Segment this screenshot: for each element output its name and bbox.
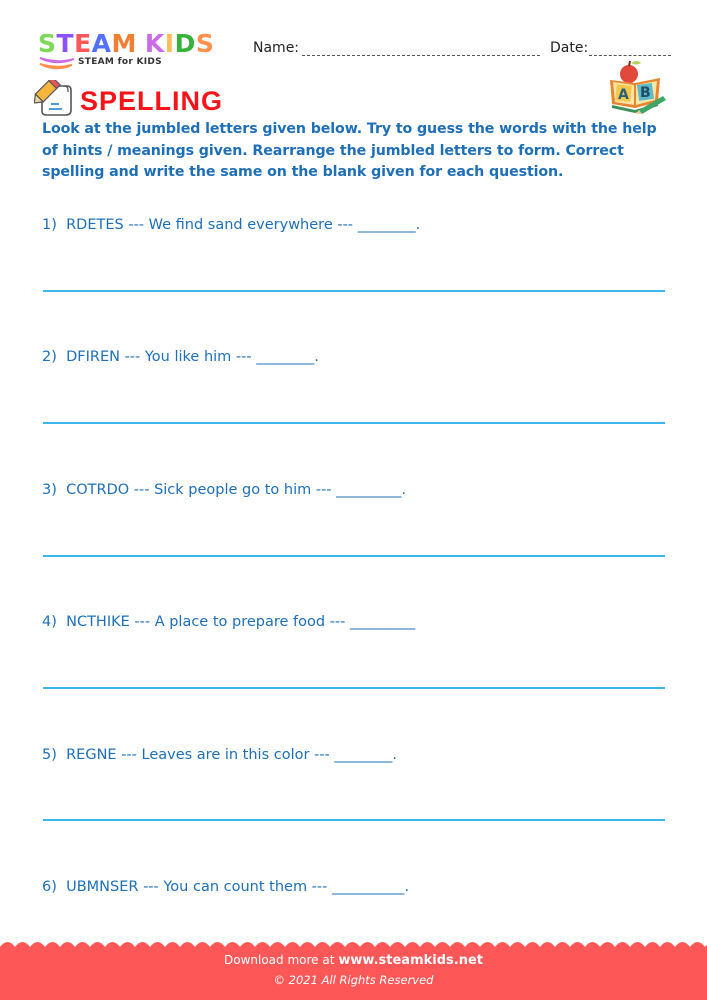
question-4: 4) NCTHIKE --- A place to prepare food --- _________ — [42, 614, 416, 630]
abc-book-icon — [605, 58, 667, 114]
logo-letter: I — [164, 29, 175, 58]
logo-letter: S — [38, 29, 57, 58]
footer-download-line — [0, 953, 707, 968]
answer-line-2[interactable] — [43, 422, 665, 424]
logo-letter: E — [74, 29, 92, 58]
svg-text:B: B — [640, 85, 651, 101]
instructions-text: Look at the jumbled letters given below. Try to guess the words with the help of hints / meanings given. Rearrange the jumbled letters to form. Correct spelling and write the same on the blank given for each question. — [42, 121, 657, 180]
logo-subtitle: STEAM for KIDS — [78, 57, 162, 67]
logo-letter: T — [56, 29, 75, 58]
download-prefix: Download more at — [223, 953, 335, 967]
question-3: 3) COTRDO --- Sick people go to him --- _________. — [42, 482, 407, 498]
question-5: 5) REGNE --- Leaves are in this color --- ________. — [42, 747, 397, 763]
question-6: 6) UBMNSER --- You can count them --- __________. — [42, 879, 410, 895]
name-blank[interactable] — [302, 54, 540, 56]
logo-swoosh-icon — [38, 56, 76, 72]
answer-line-4[interactable] — [43, 687, 665, 689]
answer-line-5[interactable] — [43, 819, 665, 821]
steam-kids-logo — [38, 30, 238, 72]
date-blank[interactable] — [589, 54, 671, 56]
worksheet-title: SPELLING — [80, 86, 224, 116]
date-label: Date: — [550, 40, 589, 56]
footer-copyright: © 2021 All Rights Reserved — [273, 973, 434, 987]
question-1: 1) RDETES --- We find sand everywhere --- ________. — [42, 217, 421, 233]
logo-letter: A — [91, 29, 112, 58]
logo-letter: D — [174, 29, 196, 58]
logo-letter: S — [195, 29, 215, 58]
question-2: 2) DFIREN --- You like him --- ________. — [42, 349, 319, 365]
website-link[interactable]: www.steamkids.net — [338, 953, 483, 968]
logo-letter: K — [144, 29, 165, 58]
pencil-paper-icon — [34, 80, 74, 118]
logo-wordmark — [38, 30, 214, 58]
name-label: Name: — [253, 40, 300, 56]
answer-line-1[interactable] — [43, 290, 665, 292]
answer-line-3[interactable] — [43, 555, 665, 557]
svg-text:A: A — [618, 87, 629, 103]
logo-letter: M — [111, 29, 137, 58]
